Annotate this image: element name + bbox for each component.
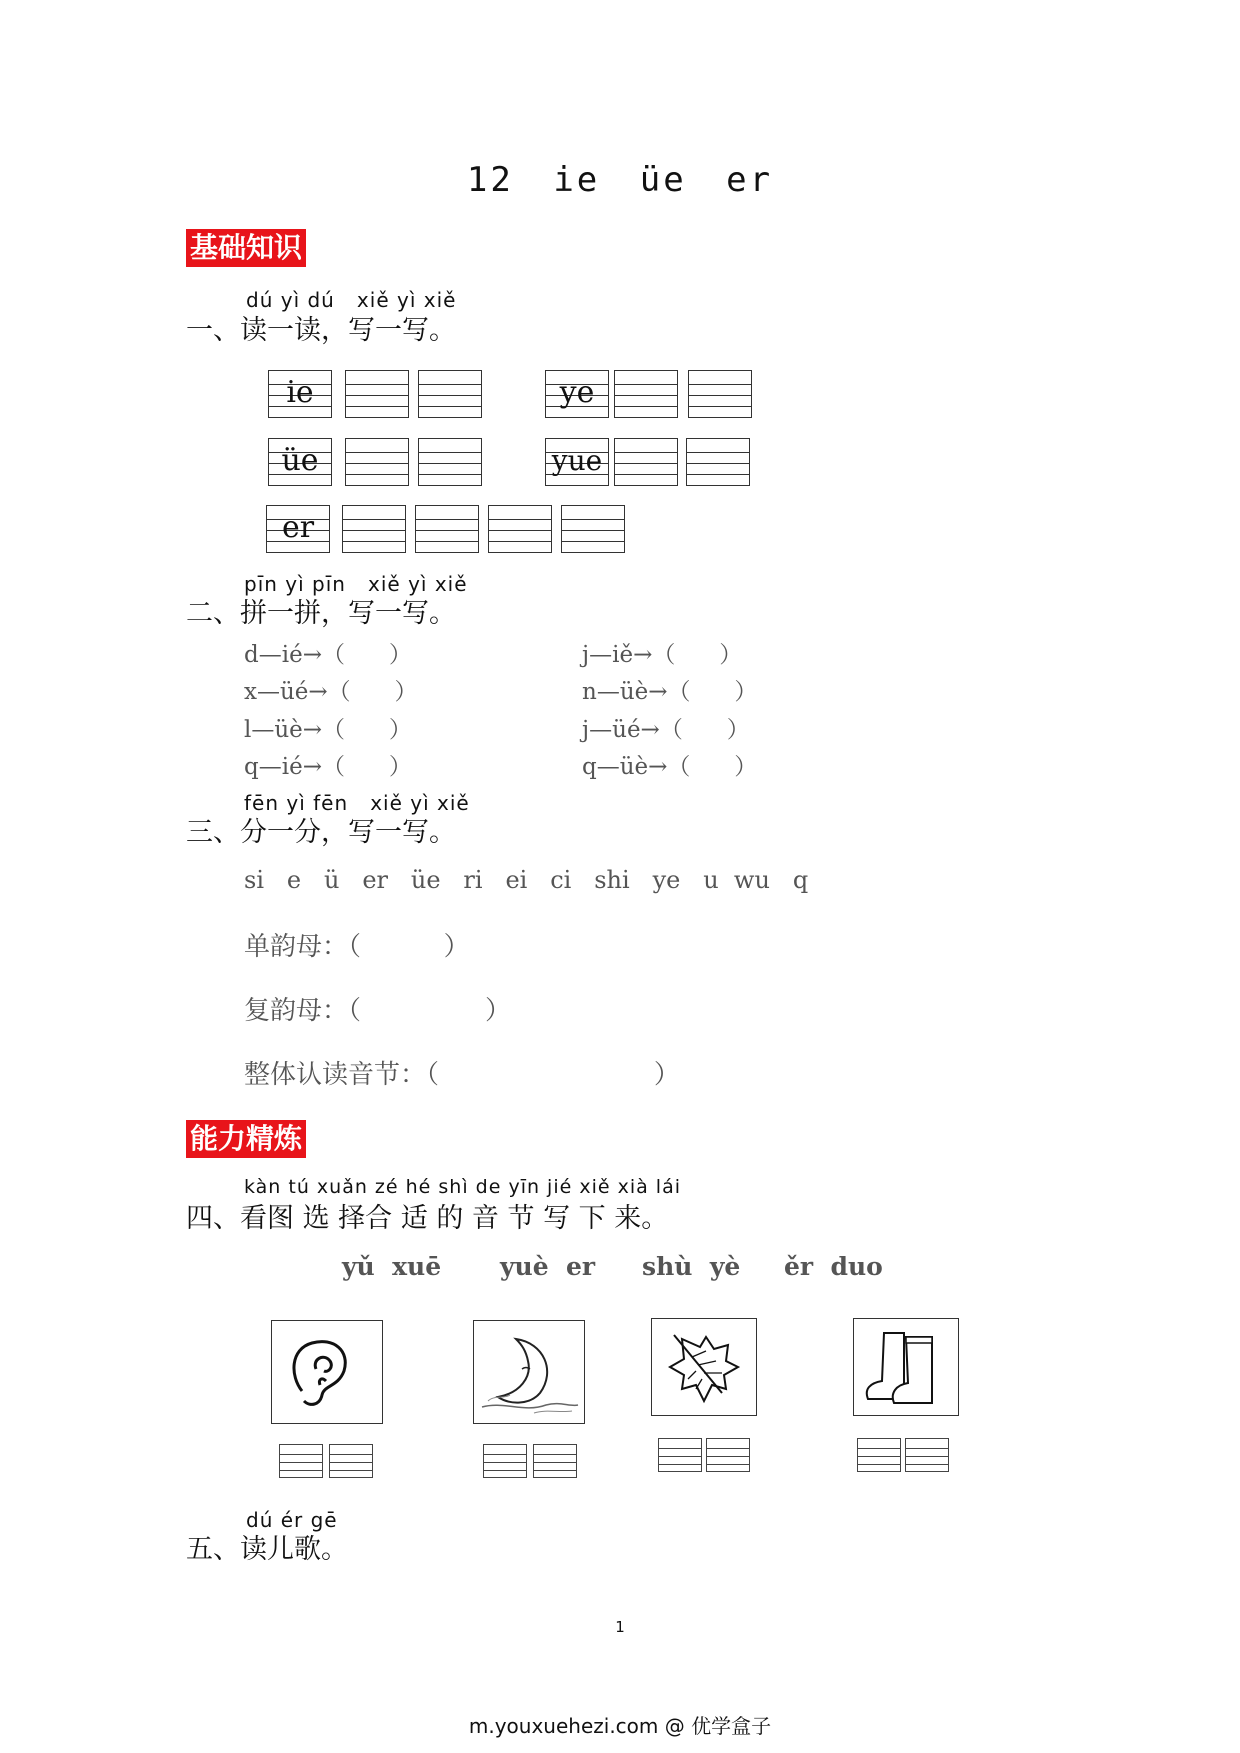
write-grid-small[interactable] — [533, 1444, 577, 1478]
q2-heading: 二、拼一拼，写一写。 — [186, 598, 456, 629]
q2-pinyin: pīn yì pīn xiě yì xiě — [244, 572, 468, 596]
q1-heading: 一、读一读，写一写。 — [186, 315, 456, 346]
leaf-icon — [652, 1319, 756, 1415]
write-grid[interactable] — [614, 370, 678, 418]
picture-box-ear — [271, 1320, 383, 1424]
q2-item: q—üè→（ ） — [582, 754, 758, 780]
q3-pinyin: fēn yì fēn xiě yì xiě — [244, 791, 470, 815]
page-number: 1 — [615, 1618, 625, 1636]
q1-pinyin: dú yì dú xiě yì xiě — [246, 288, 457, 312]
q2-item: x—üé→（ ） — [244, 679, 418, 705]
q3-single-vowels: 单韵母：（ ） — [244, 932, 470, 962]
q3-compound-vowels: 复韵母：（ ） — [244, 996, 511, 1026]
write-grid[interactable] — [415, 505, 479, 553]
grid-er-model — [266, 505, 330, 553]
q2-item: n—üè→（ ） — [582, 679, 758, 705]
q2-item: j—iě→（ ） — [582, 642, 743, 668]
write-grid-small[interactable] — [905, 1438, 949, 1472]
grid-ue-model — [268, 438, 332, 486]
q2-item: l—üè→（ ） — [244, 717, 412, 743]
q4-pinyin: kàn tú xuǎn zé hé shì de yīn jié xiě xià lái — [244, 1176, 682, 1198]
q4-option: yǔ xuē — [342, 1252, 442, 1281]
q4-heading: 四、看图 选 择合 适 的 音 节 写 下 来。 — [186, 1203, 669, 1234]
write-grid-small[interactable] — [658, 1438, 702, 1472]
q4-option: yuè er — [500, 1252, 596, 1281]
write-grid-small[interactable] — [483, 1444, 527, 1478]
section-tag-ability: 能力精炼 — [186, 1120, 306, 1158]
q3-whole-syllables: 整体认读音节：（ ） — [244, 1060, 680, 1090]
grid-ie-model — [268, 370, 332, 418]
section-tag-basic: 基础知识 — [186, 229, 306, 267]
write-grid-small[interactable] — [329, 1444, 373, 1478]
write-grid-small[interactable] — [857, 1438, 901, 1472]
q5-pinyin: dú ér gē — [246, 1508, 338, 1532]
write-grid[interactable] — [345, 438, 409, 486]
write-grid[interactable] — [686, 438, 750, 486]
q2-item: d—ié→（ ） — [244, 642, 412, 668]
grid-er-text: er — [281, 510, 315, 545]
write-grid[interactable] — [418, 438, 482, 486]
boots-icon — [854, 1319, 958, 1415]
grid-ie-text: ie — [286, 375, 314, 410]
write-grid[interactable] — [688, 370, 752, 418]
write-grid[interactable] — [614, 438, 678, 486]
page-title: 12 ie üe er — [466, 160, 774, 200]
write-grid[interactable] — [342, 505, 406, 553]
q4-option: shù yè — [642, 1252, 741, 1281]
q3-syllable-list: si e ü er üe ri ei ci shi ye u wu q — [244, 866, 809, 894]
picture-box-leaf — [651, 1318, 757, 1416]
write-grid-small[interactable] — [706, 1438, 750, 1472]
write-grid[interactable] — [418, 370, 482, 418]
grid-ye-text: ye — [559, 375, 595, 410]
q2-item: j—üé→（ ） — [582, 717, 750, 743]
grid-ye-model — [545, 370, 609, 418]
write-grid[interactable] — [488, 505, 552, 553]
grid-ue-text: üe — [281, 443, 319, 478]
q4-option: ěr duo — [784, 1252, 883, 1281]
grid-yue-model — [545, 438, 609, 486]
q5-heading: 五、读儿歌。 — [186, 1534, 348, 1565]
picture-box-boots — [853, 1318, 959, 1416]
grid-yue-text: yue — [551, 444, 603, 477]
q3-heading: 三、分一分，写一写。 — [186, 817, 456, 848]
moon-icon — [474, 1321, 584, 1423]
write-grid[interactable] — [561, 505, 625, 553]
write-grid[interactable] — [345, 370, 409, 418]
q2-item: q—ié→（ ） — [244, 754, 412, 780]
footer-watermark: m.youxuehezi.com @ 优学盒子 — [468, 1714, 772, 1738]
write-grid-small[interactable] — [279, 1444, 323, 1478]
picture-box-moon — [473, 1320, 585, 1424]
ear-icon — [272, 1321, 382, 1423]
